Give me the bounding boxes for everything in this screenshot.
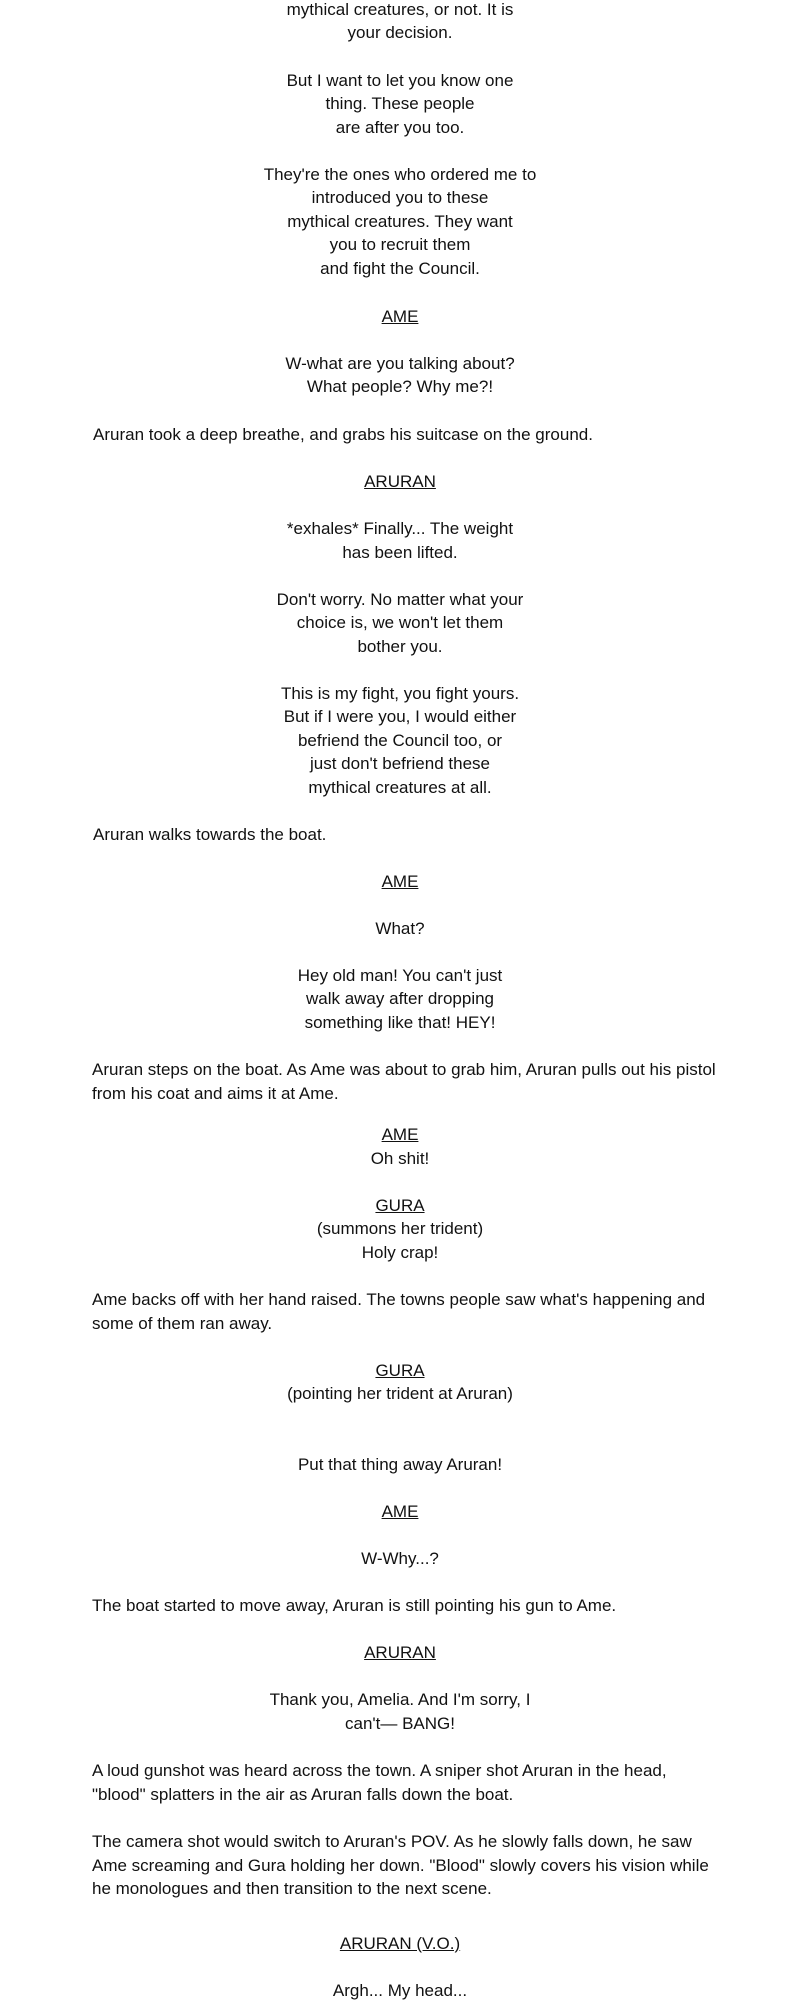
dialogue-line: you to recruit them (329, 235, 471, 254)
character-name (0, 1641, 800, 1665)
dialogue-line: Thank you, Amelia. And I'm sorry, I (269, 1690, 531, 1709)
dialogue-line: What people? Why me?! (306, 377, 494, 396)
dialogue-line: *exhales* Finally... The weight (286, 519, 514, 538)
action-line: Aruran walks towards the boat. (93, 825, 327, 844)
character-name (0, 1932, 800, 1956)
dialogue-line: mythical creatures. They want (287, 212, 513, 231)
action-line: The boat started to move away, Aruran is still pointing his gun to Ame. (92, 1596, 617, 1615)
action-line: A loud gunshot was heard across the town. A sniper shot Aruran in the head, "blood" splatters in the air as Aruran falls down the boat. (92, 1761, 667, 1804)
speaker-label: ARURAN (364, 472, 436, 491)
dialogue-line: thing. These people (325, 94, 475, 113)
dialogue-line: and fight the Council. (320, 259, 480, 278)
speaker-label: AME (381, 1125, 419, 1144)
dialogue-line: This is my fight, you fight yours. (280, 684, 520, 703)
dialogue-line: walk away after dropping (305, 989, 495, 1008)
dialogue-line: just don't befriend these (310, 754, 490, 773)
speaker-label: GURA (375, 1361, 425, 1380)
dialogue-line: They're the ones who ordered me to (263, 165, 537, 184)
speaker-label: ARURAN (V.O.) (339, 1934, 461, 1953)
dialogue-line: introduced you to these (311, 188, 489, 207)
character-name (0, 1359, 800, 1383)
dialogue-line: Don't worry. No matter what your (276, 590, 524, 609)
dialogue-line: Oh shit! (370, 1149, 430, 1168)
character-name (0, 305, 800, 329)
character-name (0, 1500, 800, 1524)
dialogue-line: are after you too. (335, 118, 465, 137)
speaker-label: AME (381, 1502, 419, 1521)
character-name (0, 1194, 800, 1218)
dialogue-line: bother you. (357, 637, 443, 656)
dialogue-line: But if I were you, I would either (283, 707, 517, 726)
parenthetical: (pointing her trident at Aruran) (287, 1384, 513, 1403)
speaker-label: AME (381, 307, 419, 326)
dialogue-line: Put that thing away Aruran! (297, 1455, 503, 1474)
dialogue-line: Holy crap! (361, 1243, 439, 1262)
character-name (0, 1123, 800, 1147)
dialogue-line: W-Why...? (361, 1549, 439, 1568)
dialogue-line: Hey old man! You can't just (297, 966, 503, 985)
dialogue-line: Argh... My head... (332, 1981, 468, 2000)
dialogue-line: can't— BANG! (344, 1714, 455, 1733)
action-line: The camera shot would switch to Aruran's POV. As he slowly falls down, he saw Ame screaming and Gura holding her down. "Blood" slowly covers his vision while he monologues and then transition to the next scene. (92, 1832, 709, 1898)
speaker-label: ARURAN (364, 1643, 436, 1662)
character-name (0, 470, 800, 494)
dialogue-line: your decision. (347, 23, 453, 42)
dialogue-line: something like that! HEY! (304, 1013, 496, 1032)
speaker-label: AME (381, 872, 419, 891)
dialogue-line: What? (375, 919, 425, 938)
dialogue-line: choice is, we won't let them (296, 613, 504, 632)
dialogue-line: mythical creatures, or not. It is (286, 0, 514, 19)
action-line: Ame backs off with her hand raised. The towns people saw what's happening and some of them ran away. (92, 1290, 706, 1333)
action-line: Aruran steps on the boat. As Ame was about to grab him, Aruran pulls out his pistol from his coat and aims it at Ame. (92, 1060, 716, 1103)
dialogue-line: befriend the Council too, or (297, 731, 503, 750)
character-name (0, 870, 800, 894)
parenthetical: (summons her trident) (316, 1219, 484, 1238)
dialogue-line: But I want to let you know one (286, 71, 514, 90)
dialogue-line: mythical creatures at all. (308, 778, 492, 797)
dialogue-line: has been lifted. (342, 543, 458, 562)
dialogue-line: W-what are you talking about? (285, 354, 515, 373)
action-line: Aruran took a deep breathe, and grabs his suitcase on the ground. (93, 425, 593, 444)
speaker-label: GURA (375, 1196, 425, 1215)
